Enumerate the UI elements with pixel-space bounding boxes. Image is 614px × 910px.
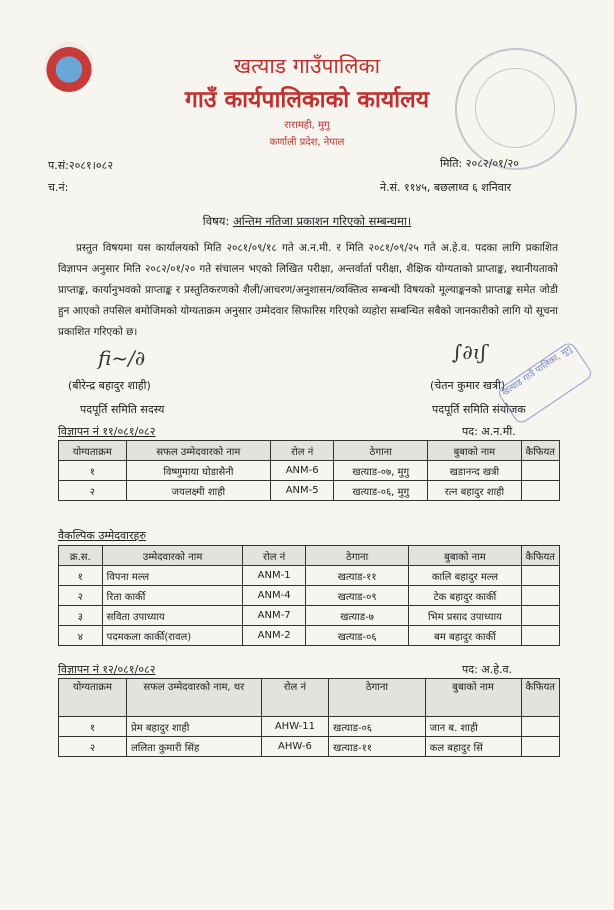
- table-cell: कल बहादुर सिं: [425, 737, 521, 757]
- column-header: कैफियत: [521, 679, 559, 717]
- column-header: क्र.स.: [59, 546, 103, 566]
- notice-body: प्रस्तुत विषयमा यस कार्यालयको मिति २०८१/०९/१८ गते अ.न.मी. र मिति २०८१/०९/२५ गते अ.हे.व. पदका लागि प्रकाशित विज्ञापन अनुसार मिति २०८२/०१/२० गते संचालन भएको लिखित परीक्षा, अन्तर्वार्ता परीक्षा, शैक्षिक योग्यताको प्राप्ताङ्क, स्थानीयताको प्राप्ताङ्क, कार्यानुभवको प्राप्ताङ्क र प्रस्तुतिकरणको शैली/आचरण/अनुशासन/व्यक्तित्व सम्बन्धी विषयको मूल्याङ्कनको प्राप्ताङ्क समेत जोडी हुन आएको तपसिल बमोजिमको योग्यताक्रम अनुसार उम्मेदवार सिफारिस गरिएको व्यहोरा सम्बन्धित सबैको जानकारीको लागि यो सूचना प्रकाशित गरिएको छ।: [58, 242, 558, 338]
- table-cell: भिम प्रसाद उपाध्याय: [409, 606, 521, 626]
- table-cell: १: [59, 566, 103, 586]
- table-row: [59, 481, 560, 501]
- right-signatory-role: पदपूर्ति समिति संयोजक: [432, 403, 526, 416]
- section2-table: [58, 678, 560, 757]
- table-cell: २: [59, 586, 103, 606]
- table-cell: [521, 481, 559, 501]
- column-header: सफल उम्मेदवारको नाम: [126, 441, 271, 461]
- table-cell: ANM-2: [243, 626, 305, 646]
- municipality-name: खत्याड गाउँपालिका: [233, 54, 381, 78]
- table-cell: खत्याड-११: [329, 737, 426, 757]
- table-header-row: [59, 679, 560, 717]
- approval-stamp: खत्याड गाउँ पालिका, मुगु: [496, 340, 594, 425]
- table-row: [59, 606, 560, 626]
- column-header: सफल उम्मेदवारको नाम, थर: [126, 679, 261, 717]
- table-cell: AHW-6: [261, 737, 328, 757]
- reference-number: प.सं:२०८१।०८२: [48, 159, 114, 172]
- table-cell: टेक बहादुर कार्की: [409, 586, 521, 606]
- left-signatory-name: (बीरेन्द्र बहादुर शाही): [68, 379, 151, 392]
- table-row: [59, 737, 560, 757]
- table-cell: १: [59, 717, 127, 737]
- alternate-section-title: वैकल्पिक उम्मेदवारहरु: [58, 529, 146, 542]
- office-name: गाउँ कार्यपालिकाको कार्यालय: [184, 87, 430, 113]
- table-cell: जयलक्ष्मी शाही: [126, 481, 271, 501]
- table-cell: खत्याड-०६: [329, 717, 426, 737]
- table-cell: [521, 586, 559, 606]
- table-cell: खत्याड-११: [305, 566, 409, 586]
- section2-title: विज्ञापन नं १२/०८१/०८२: [58, 663, 156, 676]
- table-cell: ललिता कुमारी सिंह: [126, 737, 261, 757]
- table-cell: सविता उपाध्याय: [102, 606, 243, 626]
- table-cell: २: [59, 737, 127, 757]
- section2-post: पद: अ.हे.व.: [462, 663, 513, 676]
- column-header: बुबाको नाम: [409, 546, 521, 566]
- column-header: बुबाको नाम: [428, 441, 521, 461]
- nepal-sambat-date: ने.सं. ११४५, बछलाथ्व ६ शनिवार: [380, 181, 512, 194]
- subject-prefix: विषय:: [202, 214, 230, 228]
- table-cell: खत्याड-०६: [305, 626, 409, 646]
- issue-date: मिति: २०८२/०१/२०: [440, 157, 519, 170]
- column-header: रोल नं: [271, 441, 334, 461]
- table-row: [59, 461, 560, 481]
- table-cell: रिता कार्की: [102, 586, 243, 606]
- table-cell: ANM-5: [271, 481, 334, 501]
- table-row: [59, 717, 560, 737]
- table-row: [59, 586, 560, 606]
- table-cell: खत्याड-०९: [305, 586, 409, 606]
- table-cell: ANM-6: [271, 461, 334, 481]
- subject-text: अन्तिम नतिजा प्रकाशन गरिएको सम्बन्धमा।: [233, 214, 412, 228]
- table-cell: पदमकला कार्की(रावल): [102, 626, 243, 646]
- table-cell: ४: [59, 626, 103, 646]
- table-cell: १: [59, 461, 127, 481]
- table-cell: खत्याड-०६, मुगु: [334, 481, 428, 501]
- province-name: कर्णाली प्रदेश, नेपाल: [269, 137, 345, 148]
- table-cell: AHW-11: [261, 717, 328, 737]
- column-header: कैफियत: [521, 546, 559, 566]
- table-cell: बम बहादुर कार्की: [409, 626, 521, 646]
- column-header: बुबाको नाम: [425, 679, 521, 717]
- right-signature-mark: ∫∂ɩʃ: [452, 340, 487, 364]
- table-cell: प्रेम बहादुर शाही: [126, 717, 261, 737]
- table-cell: [521, 737, 559, 757]
- table-cell: विपना मल्ल: [102, 566, 243, 586]
- table-cell: ३: [59, 606, 103, 626]
- column-header: कैफियत: [521, 441, 559, 461]
- column-header: ठेगाना: [329, 679, 426, 717]
- table-cell: खत्याड-०७, मुगु: [334, 461, 428, 481]
- column-header: रोल नं: [243, 546, 305, 566]
- table-cell: कालि बहादुर मल्ल: [409, 566, 521, 586]
- table-cell: २: [59, 481, 127, 501]
- table-cell: विष्णुमाया घोडासैनी: [126, 461, 271, 481]
- subject-line: [0, 214, 614, 229]
- table-cell: [521, 566, 559, 586]
- table-cell: [521, 626, 559, 646]
- table-row: [59, 626, 560, 646]
- table-header-row: [59, 441, 560, 461]
- column-header: योग्यताक्रम: [59, 679, 127, 717]
- column-header: योग्यताक्रम: [59, 441, 127, 461]
- alternate-candidates-table: [58, 545, 560, 646]
- table-cell: [521, 717, 559, 737]
- table-row: [59, 566, 560, 586]
- table-cell: [521, 606, 559, 626]
- dispatch-number: च.नं:: [48, 181, 69, 194]
- column-header: रोल नं: [261, 679, 328, 717]
- column-header: उम्मेदवारको नाम: [102, 546, 243, 566]
- section1-table: [58, 440, 560, 501]
- left-signature-mark: ﬁ~∕∂: [98, 346, 146, 370]
- column-header: ठेगाना: [305, 546, 409, 566]
- section1-post: पद: अ.न.मी.: [462, 425, 516, 438]
- table-header-row: [59, 546, 560, 566]
- table-cell: ANM-4: [243, 586, 305, 606]
- table-cell: ANM-1: [243, 566, 305, 586]
- office-location: रारामही, मुगु: [284, 120, 330, 131]
- section1-title: विज्ञापन नं ११/०८१/०८२: [58, 425, 156, 438]
- left-signatory-role: पदपूर्ति समिति सदस्य: [80, 403, 165, 416]
- column-header: ठेगाना: [334, 441, 428, 461]
- table-cell: ANM-7: [243, 606, 305, 626]
- table-cell: [521, 461, 559, 481]
- table-cell: खत्याड-७: [305, 606, 409, 626]
- table-cell: रत्न बहादुर शाही: [428, 481, 521, 501]
- right-signatory-name: (चेतन कुमार खत्री): [430, 379, 506, 392]
- table-cell: खडानन्द खत्री: [428, 461, 521, 481]
- table-cell: जान ब. शाही: [425, 717, 521, 737]
